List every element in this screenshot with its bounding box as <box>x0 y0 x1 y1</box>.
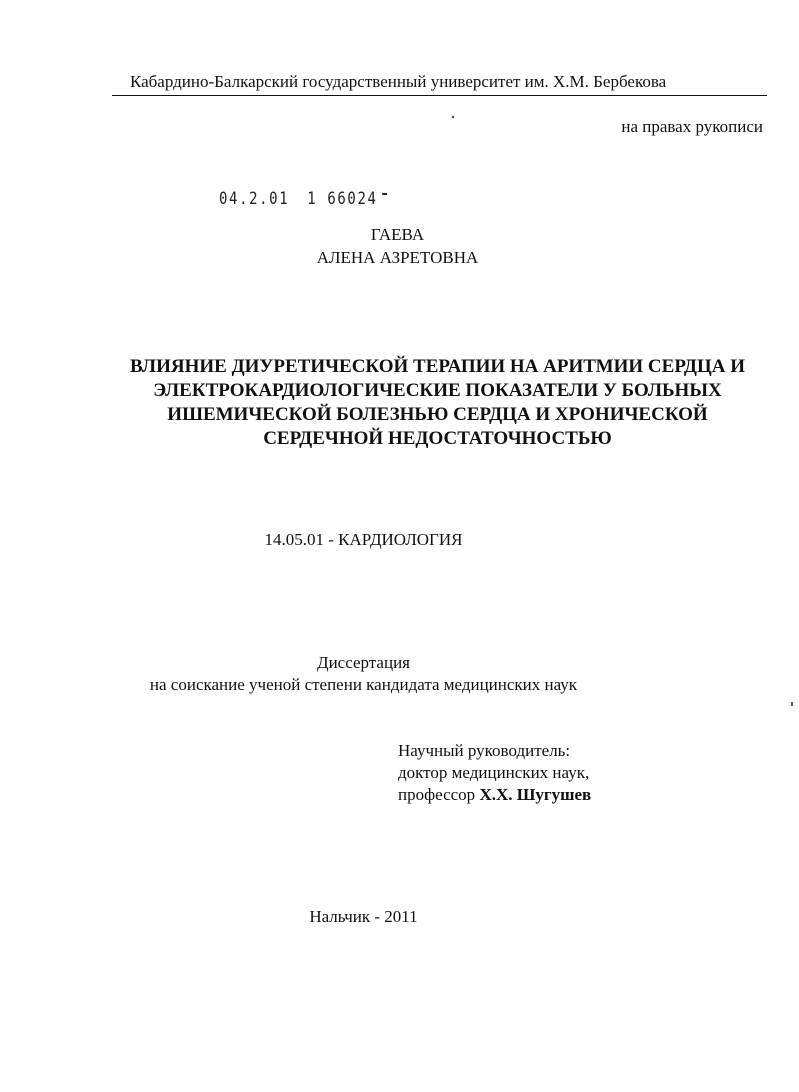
supervisor-line <box>398 784 591 806</box>
supervisor-role: Научный руководитель: <box>398 741 571 760</box>
dissertation-label: Диссертация <box>316 653 410 672</box>
title-line: ЭЛЕКТРОКАРДИОЛОГИЧЕСКИЕ ПОКАЗАТЕЛИ У БОЛЬНЫХ <box>153 380 722 401</box>
dissertation-purpose: на соискание ученой степени кандидата медицинских наук <box>149 675 578 694</box>
dissertation-title <box>40 355 799 451</box>
title-line: ВЛИЯНИЕ ДИУРЕТИЧЕСКОЙ ТЕРАПИИ НА АРИТМИИ СЕРДЦА И <box>129 356 745 377</box>
supervisor-name: Х.Х. Шугушев <box>479 785 592 804</box>
scan-edge-mark <box>791 702 793 706</box>
stamp-part-2: 1 66024 <box>307 189 378 209</box>
supervisor-block <box>398 740 591 806</box>
stamp-part-1: 04.2.01 <box>219 189 290 209</box>
title-line: ИШЕМИЧЕСКОЙ БОЛЕЗНЬЮ СЕРДЦА И ХРОНИЧЕСКОЙ <box>167 404 708 425</box>
catalog-stamp <box>219 189 387 209</box>
rights-note: на правах рукописи <box>621 117 763 136</box>
specialty-code: 14.05.01 - КАРДИОЛОГИЯ <box>264 530 463 549</box>
university-name: Кабардино-Балкарский государственный университет им. Х.М. Бербекова <box>130 72 667 91</box>
scan-speck <box>452 116 455 119</box>
stamp-dash <box>382 193 387 195</box>
header-rule <box>112 95 767 96</box>
author-surname: ГАЕВА <box>370 225 425 244</box>
city-year: Нальчик - 2011 <box>309 907 418 926</box>
supervisor-degree: доктор медицинских наук, <box>398 763 590 782</box>
title-line: СЕРДЕЧНОЙ НЕДОСТАТОЧНОСТЬЮ <box>263 428 612 449</box>
supervisor-rank: профессор <box>398 785 476 804</box>
author-given-names: АЛЕНА АЗРЕТОВНА <box>316 248 479 267</box>
